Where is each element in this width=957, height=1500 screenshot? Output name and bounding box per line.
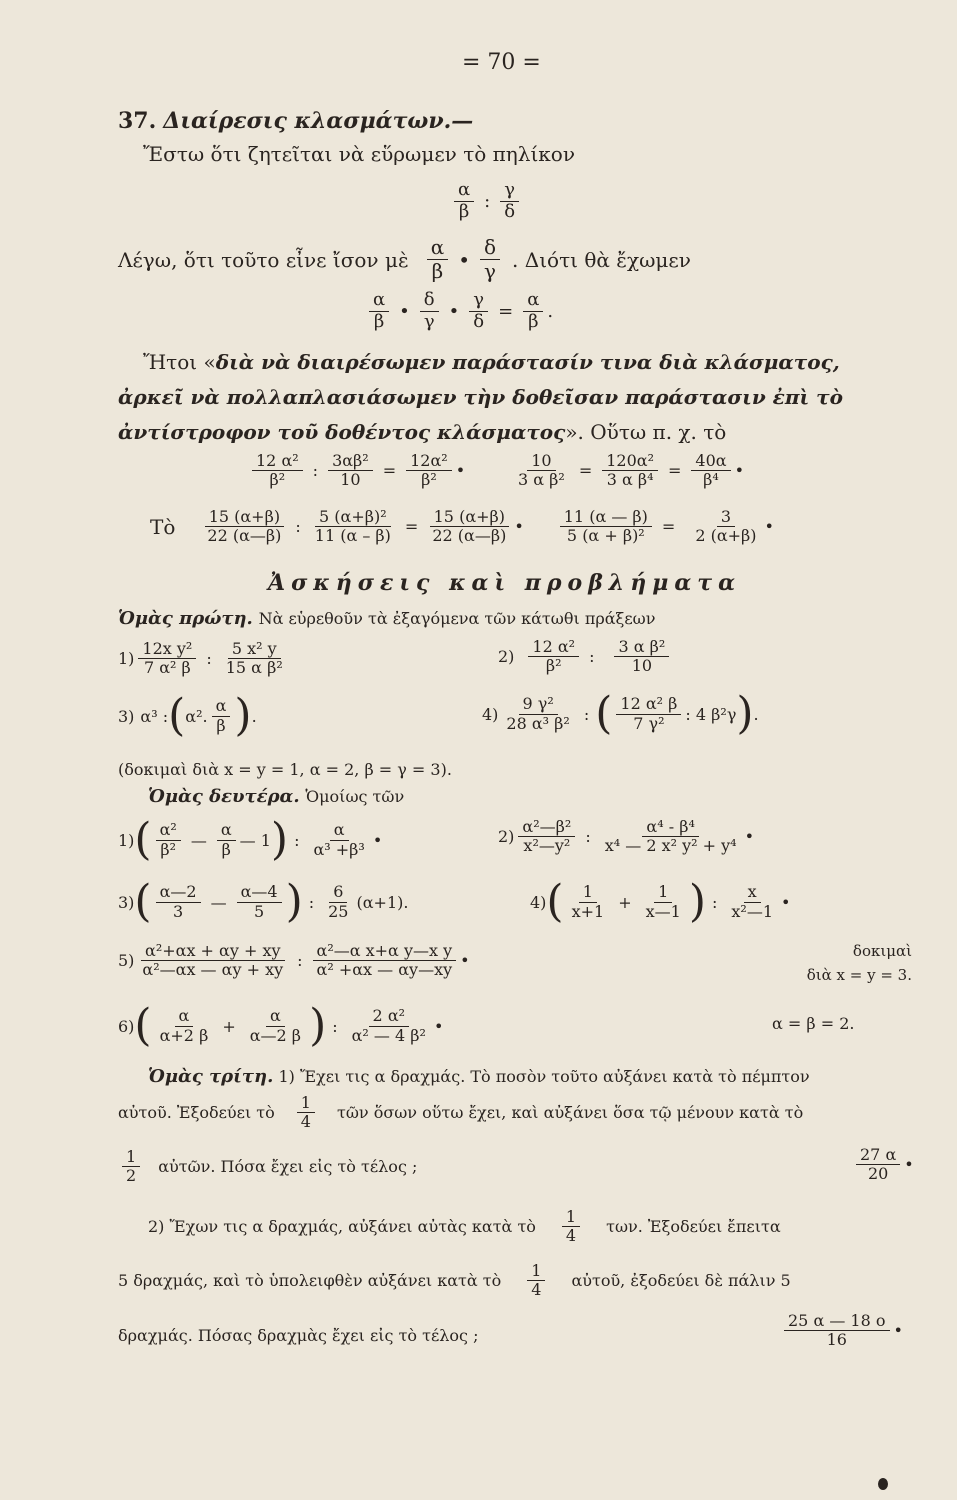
fraction: $\frac{\alpha}{\beta}$	[454, 180, 474, 222]
division-expression: $\frac{\alpha}{\beta}$ : $\frac{\gamma}{\delta}$	[450, 180, 523, 222]
group-1-header: Ὁμὰς πρώτη. Νὰ εὑρεθοῦν τὰ ἐξαγόμενα τῶν κάτωθι πράξεων	[118, 608, 656, 629]
intro-text: Ἔστω ὅτι ζητεῖται νὰ εὕρωμεν τὸ πηλίκον	[143, 142, 576, 166]
claim-line: Λέγω, ὅτι τοῦτο εἶνε ἴσον μὲ $\frac{\alpha}{\beta}$ • $\frac{\delta}{\gamma}$ . Διότι θὰ ἔχωμεν	[118, 235, 691, 283]
group-3-line-3: $\frac{1}{2}$ αὐτῶν. Πόσα ἔχει εἰς τὸ τέλος ;	[118, 1148, 417, 1186]
fraction: $\frac{\alpha}{\beta}$	[369, 290, 389, 332]
group-2-ex-4: 4) ( $\frac{1}{x+1}$ + $\frac{1}{x—1}$ ) : $\frac{x}{\text{x²—1}}$ •	[530, 876, 791, 927]
fraction: $\frac{\alpha}{\beta}$	[427, 236, 449, 283]
group-3-line-2: αὐτοῦ. Ἐξοδεύει τὸ $\frac{1}{4}$ τῶν ὅσων οὕτω ἔχει, καὶ αὐξάνει ὅσα τῷ μένουν κατὰ τὸ	[118, 1093, 804, 1132]
group-1-ex-2: 2) $\frac{\text{12 α²}}{\text{β²}}$ : $\frac{\text{3 α β²}}{10}$	[498, 638, 673, 676]
section-heading	[118, 108, 473, 134]
group-2-check-1: δοκιμαὶ διὰ x = y = 3.	[806, 942, 912, 984]
fraction: $\frac{\gamma}{\delta}$	[500, 180, 519, 222]
group-3-line-4: 2) Ἔχων τις α δραχμάς, αὐξάνει αὐτὰς κατὰ τὸ $\frac{1}{4}$ των. Ἐξοδεύει ἔπειτα	[148, 1207, 781, 1246]
group-3-answer-1: $\frac{27 \alpha}{20}$ •	[852, 1146, 914, 1184]
group-2-header: Ὁμὰς δευτέρα. Ὁμοίως τῶν	[148, 786, 405, 807]
group-2-ex-5: 5) $\frac{\text{α²+αx + αy + xy}}{\text{α²—αx — αy + xy}}$ : $\frac{\text{α²—α x+α y—x y}}{\text{α² +αx — αy—xy}}$ •	[118, 941, 470, 980]
group-2-ex-1: 1) ( $\frac{\text{α²}}{\text{β²}}$ — $\frac{\alpha}{\beta}$ — 1 ) : $\frac{\alpha}{\text{α³ +β³}}$ •	[118, 814, 383, 865]
page-number: = 70 =	[462, 50, 541, 75]
group-3-line-6: δραχμάς. Πόσας δραχμὰς ἔχει εἰς τὸ τέλος ;	[118, 1326, 479, 1345]
group-1-ex-4: 4) $\frac{\text{9 γ²}}{\text{28 α³ β²}}$ : ( $\frac{\text{12 α² β}}{\text{7 γ²}}$ : 4 β²γ ) .	[482, 688, 759, 739]
group-2-ex-6: 6) ( $\frac{\alpha}{\alpha+2 \beta}$ + $\frac{\alpha}{\alpha—2 \beta}$ ) : $\frac{\text{2 α²}}{\text{α² — 4 β²}}$ •	[118, 1000, 444, 1051]
example-1b: $\frac{10}{\text{3 α β²}}$ = $\frac{\text{120α²}}{\text{3 α β⁴}}$ = $\frac{40\alpha}{\text{β⁴}}$ •	[518, 451, 745, 490]
section-title: Διαίρεσις κλασμάτων.—	[163, 108, 474, 134]
rule-line-1: Ἤτοι «διὰ νὰ διαιρέσωμεν παράστασίν τινα διὰ κλάσματος,	[143, 350, 840, 374]
group-3-line-1: Ὁμὰς τρίτη. 1) Ἔχει τις α δραχμάς. Τὸ ποσὸν τοῦτο αὐξάνει κατὰ τὸ πέμπτον	[148, 1066, 810, 1087]
proof-line: $\frac{\alpha}{\beta}$ • $\frac{\delta}{\gamma}$ • $\frac{\gamma}{\delta}$ = $\frac{\alpha}{\beta}$ .	[365, 290, 553, 332]
rule-line-2: ἀρκεῖ νὰ πολλαπλασιάσωμεν τὴν δοθεῖσαν παράστασιν ἐπὶ τὸ	[118, 385, 843, 409]
fraction: $\frac{\alpha}{\beta}$	[523, 290, 543, 332]
group-2-ex-3: 3) ( $\frac{\alpha—2}{3}$ — $\frac{\alpha—4}{5}$ ) : $\frac{6}{25}$ (α+1).	[118, 876, 409, 927]
group-2-check-2: α = β = 2.	[772, 1014, 855, 1033]
group-1-ex-1: 1) $\frac{\text{12x y²}}{\text{7 α² β}}$ : $\frac{\text{5 x² y}}{\text{15 α β²}}$	[118, 639, 283, 678]
fraction: $\frac{\gamma}{\delta}$	[469, 290, 488, 332]
group-1-ex-3: 3) α³ : ( α². $\frac{\alpha}{\beta}$ ) .	[118, 690, 257, 741]
fraction: $\frac{\delta}{\gamma}$	[420, 290, 439, 332]
ink-spot	[878, 1478, 888, 1490]
rule-line-3: ἀντίστροφον τοῦ δοθέντος κλάσματος». Οὕτω π. χ. τὸ	[118, 420, 727, 444]
exercises-heading: Ἀσκήσεις καὶ προβλήματα	[268, 570, 741, 596]
example-2: Τὸ $\frac{15 (\alpha+\beta)}{22 (\alpha—\beta)}$ : $\frac{\text{5 (α+β)²}}{11 (\alpha - \beta)}$ = $\frac{15 (\alpha+\beta)}{22 (\alpha—\beta)}$ • $\frac{11 (\alpha — \beta)}{\text{5 (α + β)²}}$ = $\frac{3}{2 (\alpha+\beta)}$ •	[150, 507, 774, 546]
group-1-check: (δοκιμαὶ διὰ x = y = 1, α = 2, β = γ = 3).	[118, 760, 452, 779]
group-3-line-5: 5 δραχμάς, καὶ τὸ ὑπολειφθὲν αὐξάνει κατὰ τὸ $\frac{1}{4}$ αὐτοῦ, ἐξοδεύει δὲ πάλιν 5	[118, 1261, 791, 1300]
section-number: 37.	[118, 108, 157, 134]
group-3-answer-2: $\frac{25 \alpha — 18 o}{16}$ •	[780, 1312, 903, 1350]
group-2-ex-2: 2) $\frac{\text{α²—β²}}{\text{x²—y²}}$ : $\frac{\text{α⁴ - β⁴}}{\text{x⁴ — 2 x² y² + y⁴}}$ •	[498, 817, 755, 856]
example-1a: $\frac{\text{12 α²}}{\text{β²}}$ : $\frac{\text{3αβ²}}{10}$ = $\frac{\text{12α²}}{\text{β²}}$ •	[248, 452, 465, 490]
fraction: $\frac{\delta}{\gamma}$	[480, 236, 500, 283]
